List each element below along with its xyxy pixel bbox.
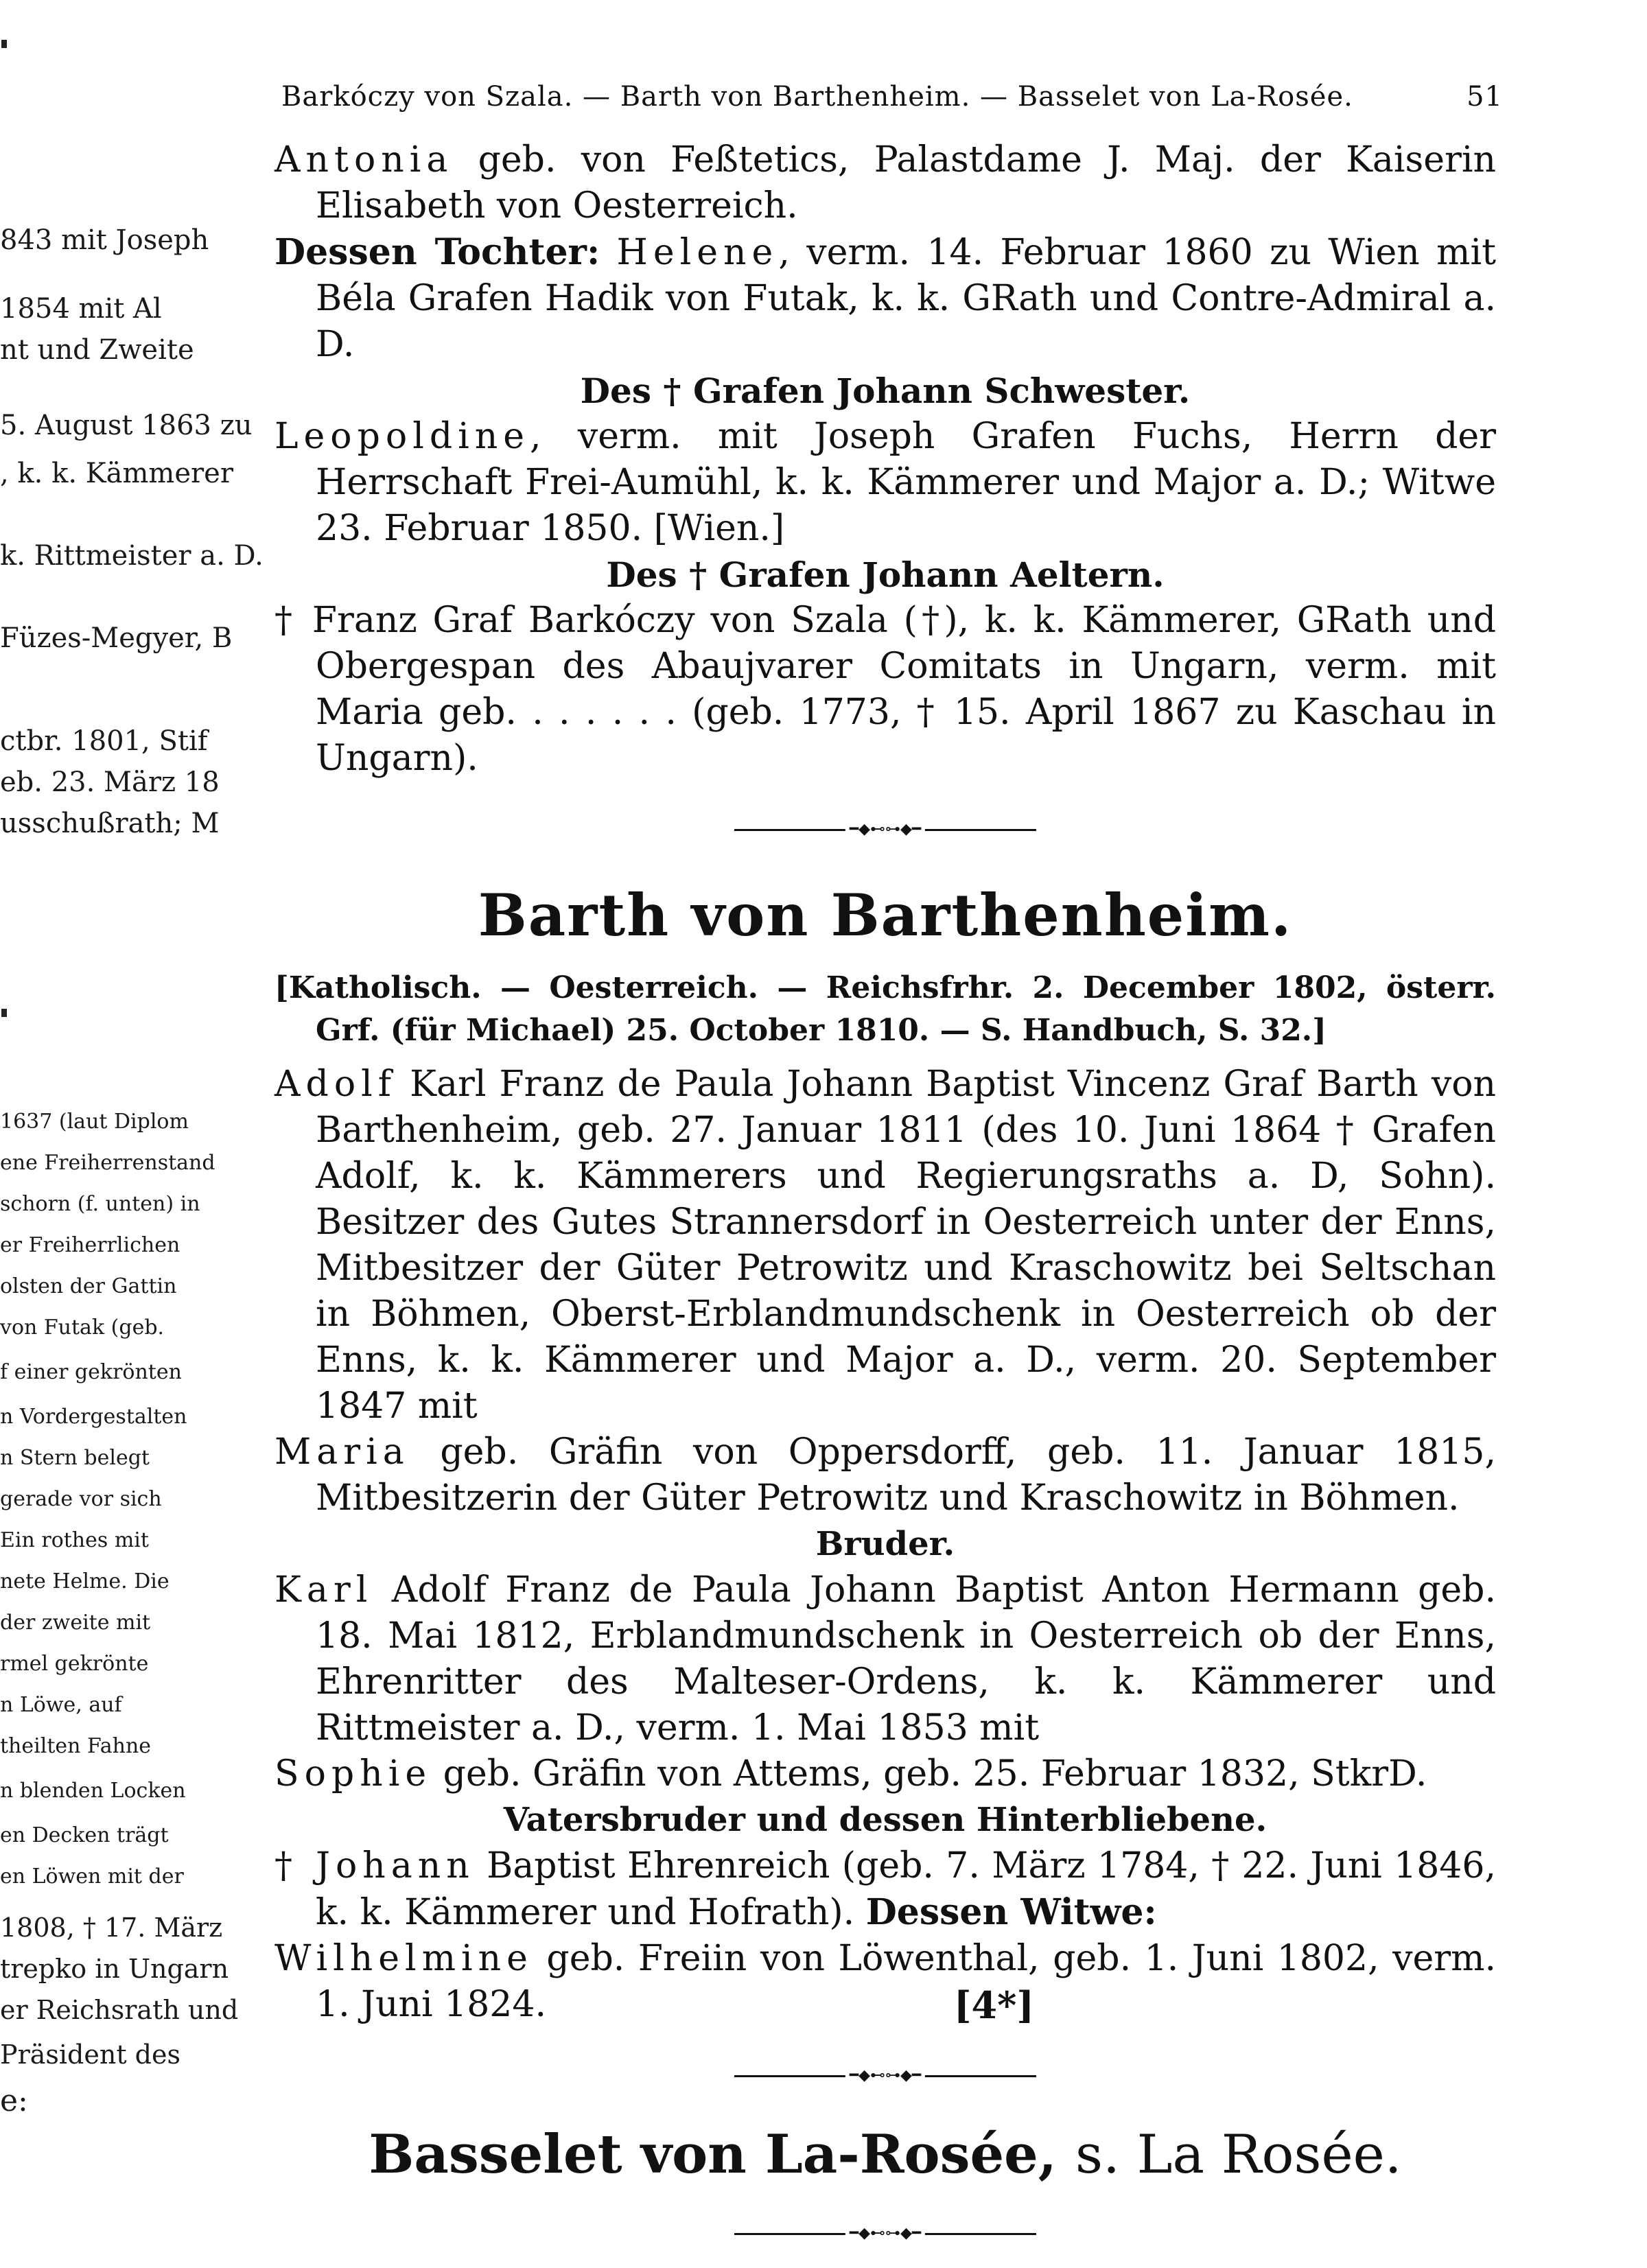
margin-fragment: er Reichsrath und bbox=[0, 1995, 239, 2025]
running-head bbox=[281, 81, 1503, 113]
margin-fragment: nete Helme. Die bbox=[0, 1569, 170, 1593]
margin-fragment: n Stern belegt bbox=[0, 1446, 150, 1470]
margin-dot bbox=[1, 40, 7, 48]
person-name: † Johann bbox=[274, 1845, 475, 1886]
margin-fragment: eb. 23. März 18 bbox=[0, 767, 220, 798]
entry-karl bbox=[274, 1567, 1496, 1751]
margin-fragment: en Löwen mit der bbox=[0, 1864, 184, 1889]
relation-label: Dessen Witwe: bbox=[865, 1891, 1157, 1933]
running-head-text: Barkóczy von Szala. — Barth von Barthenheim. — Basselet von La-Rosée. bbox=[281, 81, 1353, 113]
entry-maria bbox=[274, 1429, 1496, 1521]
margin-fragment: 5. August 1863 zu bbox=[0, 410, 253, 441]
person-name: Helene bbox=[616, 232, 779, 273]
entry-leopoldine bbox=[274, 414, 1496, 552]
ornament-icon: ━◆⊷⊶◆━ bbox=[845, 2228, 925, 2240]
margin-fragment: 1808, † 17. März bbox=[0, 1913, 223, 1943]
entry-adolf bbox=[274, 1062, 1496, 1429]
entry-text: geb. Gräfin von Attems, geb. 25. Februar 1832, StkrD. bbox=[432, 1753, 1427, 1794]
cross-reference-target: s. La Rosée. bbox=[1075, 2124, 1402, 2186]
margin-fragment: n Vordergestalten bbox=[0, 1405, 187, 1429]
margin-fragment: theilten Fahne bbox=[0, 1734, 152, 1758]
margin-fragment: nt und Zweite bbox=[0, 334, 194, 366]
margin-fragment: , k. k. Kämmerer bbox=[0, 458, 233, 489]
subheading-brother: Bruder. bbox=[815, 1525, 955, 1563]
page-number: 51 bbox=[1467, 81, 1503, 113]
margin-fragment: von Futak (geb. bbox=[0, 1316, 165, 1340]
person-name: Leopoldine bbox=[274, 416, 530, 457]
entry-franz: † Franz Graf Barkóczy von Szala (†), k. k. Kämmerer, GRath und Obergespan des Abaujvarer Comitats in Ungarn, verm. mit Maria geb. . . . . . . (geb. 1773, † 15. April 1867 zu Kaschau in Ungarn). bbox=[274, 600, 1496, 779]
margin-fragment: ene Freiherrenstand bbox=[0, 1151, 215, 1175]
adjacent-page-margin bbox=[0, 0, 264, 2196]
margin-fragment: der zweite mit bbox=[0, 1611, 151, 1635]
ornament-icon: ━◆⊷⊶◆━ bbox=[845, 2070, 925, 2082]
margin-fragment: usschußrath; M bbox=[0, 808, 220, 839]
margin-fragment: f einer gekrönten bbox=[0, 1360, 182, 1384]
entry-text: Baptist Ehrenreich (geb. 7. März 1784, † 22. Juni 1846, k. k. Kämmerer und Hofrath). bbox=[316, 1845, 1497, 1933]
person-name: Sophie bbox=[274, 1753, 432, 1794]
margin-fragment: trepko in Ungarn bbox=[0, 1954, 229, 1984]
margin-fragment: schorn (f. unten) in bbox=[0, 1192, 200, 1216]
entry-text: Karl Franz de Paula Johann Baptist Vincenz Graf Barth von Barthenheim, geb. 27. Januar 1811 (des 10. Juni 1864 † Grafen Adolf, k. k. Kämmerers und Regierungsraths a. D, Sohn). Besitzer des Gutes Strannersdorf in Oesterreich unter der Enns, Mitbesitzer der Güter Petrowitz und Kraschowitz bei Seltschan in Böhmen, Oberst-Erblandmundschenk in Oesterreich ob der Enns, k. k. Kämmerer und Major a. D., verm. 20. September 1847 mit bbox=[316, 1064, 1496, 1427]
ornament-icon: ━◆⊷⊶◆━ bbox=[845, 823, 925, 836]
margin-fragment: en Decken trägt bbox=[0, 1823, 169, 1847]
entry-daughter bbox=[274, 229, 1496, 368]
entry-text: geb. Gräfin von Oppersdorff, geb. 11. Januar 1815, Mitbesitzerin der Güter Petrowitz und Kraschowitz in Böhmen. bbox=[316, 1431, 1496, 1519]
margin-fragment: Ein rothes mit bbox=[0, 1528, 149, 1552]
ornamental-divider bbox=[734, 823, 1036, 837]
entry-text: , verm. 14. Februar 1860 zu Wien mit Béla Grafen Hadik von Futak, k. k. GRath und Contre-Admiral a. D. bbox=[316, 232, 1496, 365]
page-body bbox=[274, 137, 1496, 2268]
margin-fragment: 843 mit Joseph bbox=[0, 224, 209, 256]
margin-fragment: n Löwe, auf bbox=[0, 1693, 122, 1717]
relation-label: Dessen Tochter: bbox=[274, 231, 600, 273]
margin-fragment: Präsident des bbox=[0, 2039, 180, 2070]
margin-fragment: olsten der Gattin bbox=[0, 1274, 177, 1298]
margin-fragment: Füzes-Megyer, B bbox=[0, 622, 233, 654]
margin-fragment: k. Rittmeister a. D. bbox=[0, 540, 264, 572]
subheading-sister: Des † Grafen Johann Schwester. bbox=[580, 371, 1191, 411]
entry-text: , verm. mit Joseph Grafen Fuchs, Herrn der Herrschaft Frei-Aumühl, k. k. Kämmerer und Major a. D.; Witwe 23. Februar 1850. [Wien.] bbox=[316, 416, 1496, 549]
person-name: Antonia bbox=[274, 139, 454, 180]
person-name: Maria bbox=[274, 1431, 410, 1473]
person-name: Adolf bbox=[274, 1064, 397, 1105]
person-name: Karl bbox=[274, 1569, 373, 1611]
entry-text: geb. von Feßtetics, Palastdame J. Maj. der Kaiserin Elisabeth von Oesterreich. bbox=[316, 139, 1496, 226]
margin-fragment: gerade vor sich bbox=[0, 1487, 162, 1511]
section-source: [Katholisch. — Oesterreich. — Reichsfrhr. 2. December 1802, österr. Grf. (für Michael) 25. October 1810. — S. Handbuch, S. 32.] bbox=[274, 970, 1496, 1048]
margin-fragment: 1854 mit Al bbox=[0, 293, 162, 325]
entry-wilhelmine bbox=[274, 1936, 1496, 2028]
margin-dot bbox=[1, 1009, 7, 1017]
margin-fragment: 1637 (laut Diplom bbox=[0, 1110, 189, 1134]
entry-text: geb. Freiin von Löwenthal, geb. 1. Juni 1802, verm. 1. Juni 1824. bbox=[316, 1938, 1496, 2025]
margin-fragment: ctbr. 1801, Stif bbox=[0, 725, 208, 757]
section-title: Barth von Barthenheim. bbox=[478, 881, 1293, 949]
ornamental-divider bbox=[734, 2227, 1036, 2241]
ornamental-divider bbox=[734, 2069, 1036, 2083]
entry-antonia bbox=[274, 137, 1496, 229]
margin-fragment: n blenden Locken bbox=[0, 1779, 186, 1803]
margin-fragment: er Freiherrlichen bbox=[0, 1233, 180, 1257]
subheading-uncle: Vatersbruder und dessen Hinterbliebene. bbox=[503, 1801, 1268, 1839]
person-name: Wilhelmine bbox=[274, 1938, 533, 1979]
cross-reference-title bbox=[274, 2117, 1496, 2193]
entry-sophie bbox=[274, 1751, 1496, 1797]
cross-reference-name: Basselet von La-Rosée, bbox=[369, 2123, 1057, 2186]
signature-mark: [4*] bbox=[954, 1983, 1034, 2027]
entry-johann bbox=[274, 1843, 1496, 1936]
margin-fragment: rmel gekrönte bbox=[0, 1652, 149, 1676]
margin-fragment: e: bbox=[0, 2083, 28, 2118]
subheading-parents: Des † Grafen Johann Aeltern. bbox=[606, 554, 1165, 595]
entry-text: Adolf Franz de Paula Johann Baptist Anton Hermann geb. 18. Mai 1812, Erblandmundschenk in Oesterreich ob der Enns, Ehrenritter des Malteser-Ordens, k. k. Kämmerer und Rittmeister a. D., verm. 1. Mai 1853 mit bbox=[316, 1569, 1496, 1749]
